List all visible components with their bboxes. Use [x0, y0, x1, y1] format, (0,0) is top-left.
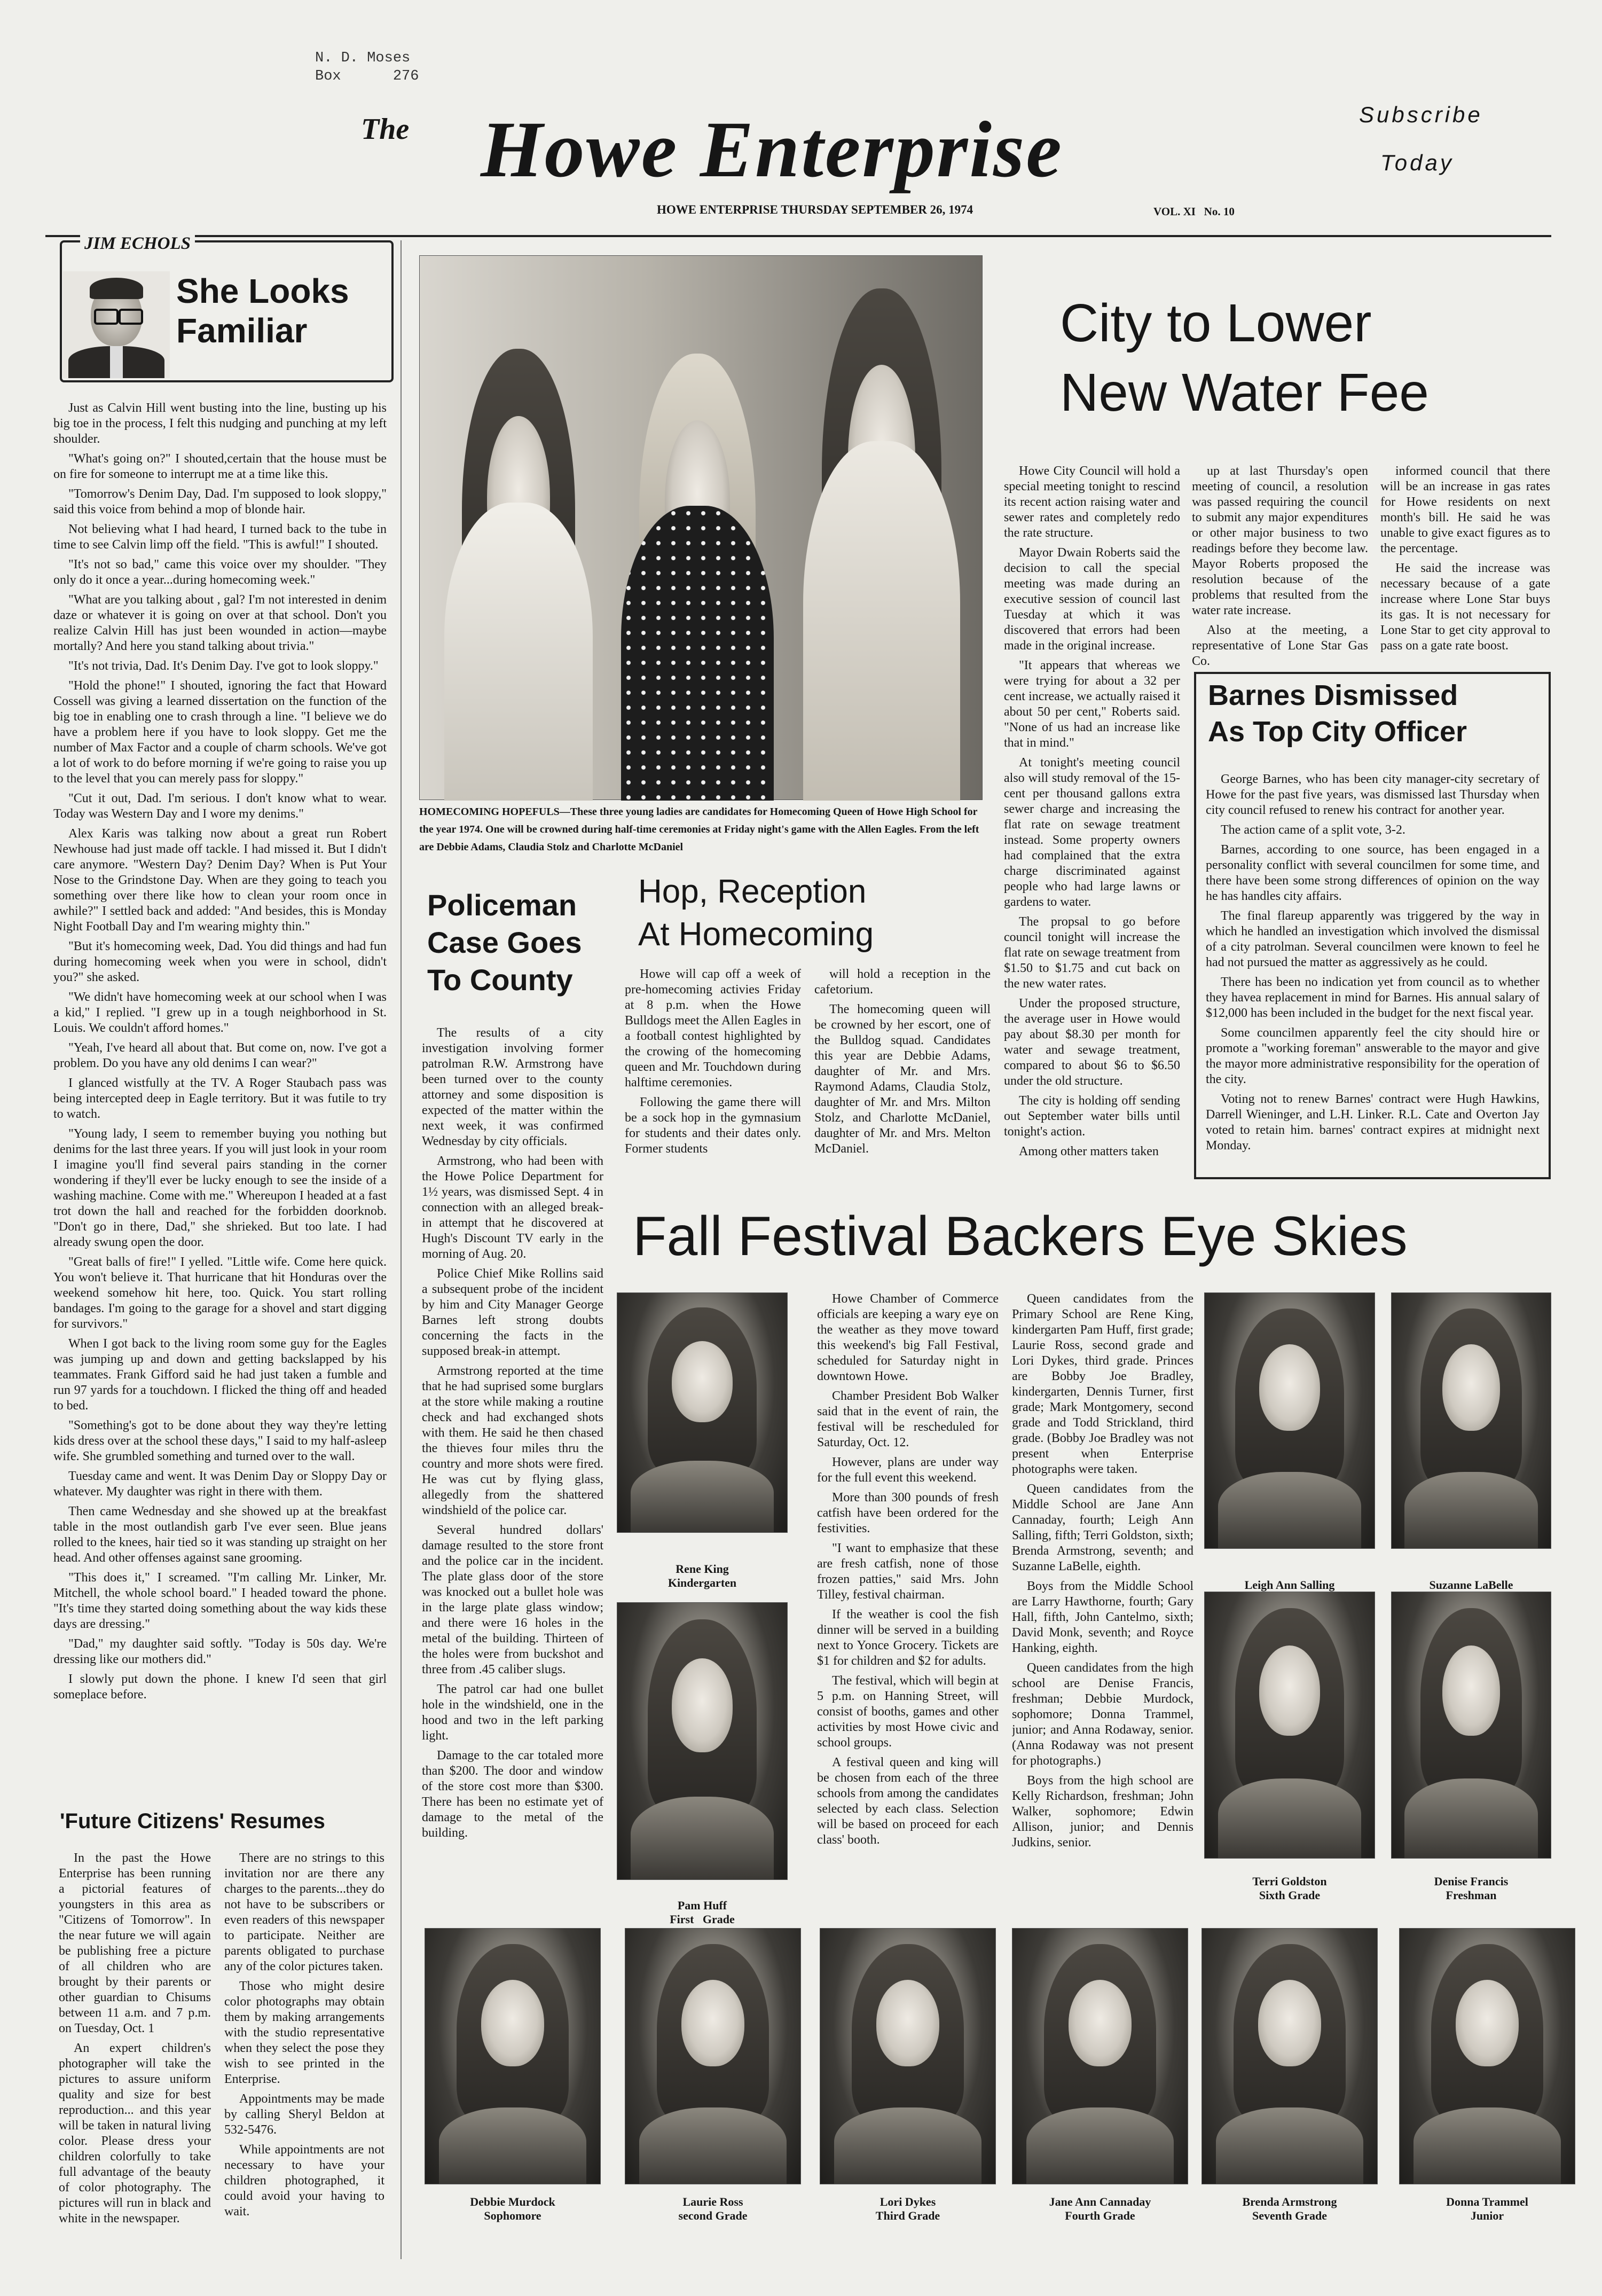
paragraph: "What's going on?" I shouted,certain that the house must be on fire for someone to interrupt me at a time like this. [53, 452, 387, 481]
paragraph: Howe City Council will hold a special meeting tonight to rescind its recent action raising water and sewer rates and completely redo the rate structure. [1004, 464, 1180, 540]
paragraph: Damage to the car totaled more than $200. The door and window of the store cost more than $300. There has been no estimate yet of damage to the metal of the building. [422, 1749, 603, 1840]
masthead-the: The [361, 113, 410, 146]
column-headline-line2: Familiar [176, 311, 308, 350]
future-headline: 'Future Citizens' Resumes [60, 1809, 325, 1833]
portrait-photo-brenda [1202, 1928, 1378, 2184]
paragraph: When I got back to the living room some guy for the Eagles was jumping up and down and getting backslapped by his teammates. Frank Gifford said he had just taken a fumble and run 97 yards for a touchdown. I flicked the thing off and headed to bed. [53, 1337, 387, 1413]
festival-body-1 [817, 1291, 999, 1911]
future-body-right [224, 1851, 384, 2262]
paragraph: Chamber President Bob Walker said that in the event of rain, the festival will be rescheduled for Saturday, Oct. 12. [817, 1389, 999, 1449]
volume-number: VOL. XI No. 10 [1153, 205, 1235, 218]
portrait-grade: Sixth Grade [1259, 1888, 1321, 1902]
barnes-headline [1208, 677, 1544, 750]
policeman-headline-line3: To County [427, 963, 573, 997]
column-headline-line1: She Looks [176, 272, 349, 310]
paragraph: While appointments are not necessary to have your children photographed, it could avoid your having to wait. [224, 2143, 384, 2219]
paragraph: The homecoming queen will be crowned by her escort, one of the Bulldog squad. Candidates this year are Debbie Adams, daughter of Mr. and Mrs. Raymond Adams, Claudia Stolz, daughter of Mr. and Mrs. Milton Stolz, and Charlotte McDaniel, daughter of Mr. and Mrs. Melton McDaniel. [814, 1002, 991, 1156]
barnes-headline-line2: As Top City Officer [1208, 716, 1467, 748]
portrait-caption-rene [606, 1562, 798, 1590]
water-body-3 [1380, 464, 1550, 699]
paragraph: "Young lady, I seem to remember buying you nothing but denims for the last three years. If you will just look in your room I imagine you'll find several pairs standing in the corner wondering if they'll ever be lucky enough to see the inside of a washing machine. Come with me." Whereupon I headed at a fast trot down the hall and reached for the forbidden doorknob. "Don't go in there, Dad," she shrieked. But too late. I had already swung open the door. [53, 1127, 387, 1249]
paragraph: Just as Calvin Hill went busting into the line, busting up his big toe in the process, I felt this nudging and punching at my left shoulder. [53, 401, 387, 446]
portrait-caption-jane [1001, 2195, 1199, 2223]
portrait-caption-brenda [1191, 2195, 1388, 2223]
paragraph: More than 300 pounds of fresh catfish have been ordered for the festivities. [817, 1491, 999, 1535]
portrait-photo-leigh [1204, 1292, 1375, 1549]
paragraph: "Something's got to be done about they way they're letting kids dress over at the school these days," I said to my half-asleep wife. She grumbled something and turned over to the wall. [53, 1419, 387, 1463]
paragraph: Boys from the Middle School are Larry Hawthorne, fourth; Gary Hall, fifth, John Cantelmo, sixth; David Monk, seventh; and Royce Hanking, eighth. [1012, 1579, 1193, 1655]
portrait-photo-denise [1391, 1592, 1551, 1859]
subscribe-line1: Subscribe [1359, 102, 1483, 127]
portrait-photo-pam [617, 1602, 788, 1880]
portrait-photo-laurie [625, 1928, 801, 2184]
portrait-name: Brenda Armstrong [1242, 2195, 1337, 2208]
festival-body-2 [1012, 1291, 1193, 1911]
water-headline [1060, 288, 1541, 427]
paragraph: The city is holding off sending out September water bills until tonight's action. [1004, 1094, 1180, 1139]
portrait-photo-lori [820, 1928, 996, 2184]
hop-body-right [814, 967, 991, 1223]
paragraph: There are no strings to this invitation nor are there any charges to the parents...they do not have to be subscribers or even readers of this newspaper to participate. Neither are parents obligated to purchase any of the color pictures taken. [224, 1851, 384, 1973]
address-box: Box [315, 68, 341, 84]
paragraph: I slowly put down the phone. I knew I'd seen that girl someplace before. [53, 1672, 387, 1702]
paragraph: At tonight's meeting council also will study removal of the 15-cent per thousand gallons extra sewer charge and increasing the flat rate on sewage treatment instead. Some property owners had complained that the extra charge discriminated against people who had large lawns or gardens to water. [1004, 756, 1180, 909]
column-body [53, 401, 387, 1811]
masthead-rule [45, 235, 1551, 237]
paragraph: "Dad," my daughter said softly. "Today is 50s day. We're dressing like our mothers did." [53, 1637, 387, 1666]
portrait-grade: Seventh Grade [1252, 2209, 1327, 2222]
paragraph: Howe Chamber of Commerce officials are keeping a wary eye on the weather as they move toward this weekend's big Fall Festival, scheduled for Saturday night in downtown Howe. [817, 1292, 999, 1383]
paragraph: "This does it," I screamed. "I'm calling Mr. Linker, Mr. Mitchell, the whole school board." I headed toward the phone. "It's time they started doing something about the way kids these days are dressing." [53, 1571, 387, 1631]
portrait-grade: Sophomore [484, 2209, 541, 2222]
address-number: 276 [392, 68, 419, 84]
paragraph: Then came Wednesday and she showed up at the breakfast table in the most outlandish garb I've ever seen. Blue jeans rolled to the knees, hair tied so it was standing up straight on her head. And other offenses against sane grooming. [53, 1504, 387, 1565]
portrait-photo-terri [1204, 1592, 1375, 1859]
paragraph: The results of a city investigation involving former patrolman R.W. Armstrong have been turned over to the county attorney and some disposition is expected of the matter within the next week, it was confirmed Wednesday by city officials. [422, 1026, 603, 1148]
hop-body-left [625, 967, 801, 1223]
hop-headline-line1: Hop, Reception [638, 873, 867, 910]
address-label [315, 49, 419, 85]
portrait-name: Denise Francis [1434, 1875, 1509, 1888]
paragraph: The festival, which will begin at 5 p.m. on Hanning Street, will consist of booths, games and other activities by most Howe civic and school groups. [817, 1674, 999, 1750]
portrait-grade: First Grade [670, 1913, 735, 1926]
portrait-photo-rene [617, 1292, 788, 1533]
paragraph: "It appears that whereas we were trying for about a 32 per cent increase, we actually raised it about 50 per cent," Roberts said. "None of us had an increase like that in mind." [1004, 659, 1180, 750]
portrait-photo-debbie [425, 1928, 601, 2184]
portrait-caption-laurie [614, 2195, 812, 2223]
paragraph: Boys from the high school are Kelly Richardson, freshman; John Walker, sophomore; Edwin Allison, junior; and Dennis Judkins, senior. [1012, 1774, 1193, 1850]
paragraph: Also at the meeting, a representative of Lone Star Gas Co. [1192, 623, 1368, 668]
paragraph: A festival queen and king will be chosen from each of the three schools from among the candidates selected by each class. Selection will be based on proceed for each class' booth. [817, 1756, 999, 1847]
portrait-caption-donna [1388, 2195, 1586, 2223]
paragraph: He said the increase was necessary because of a gate increase where Lone Star buys its gas. It is not necessary for Lone Star to get city approval to pass on a gate rate boost. [1380, 561, 1550, 653]
paragraph: Police Chief Mike Rollins said a subsequent probe of the incident by him and City Manager George Barnes left strong doubts concerning the facts in the supposed break-in attempt. [422, 1267, 603, 1358]
portrait-caption-debbie [414, 2195, 611, 2223]
portrait-name: Laurie Ross [682, 2195, 743, 2208]
paragraph: I glanced wistfully at the TV. A Roger Staubach pass was being intercepted deep in Eagle territory. But it was futile to try to watch. [53, 1076, 387, 1121]
paragraph: "We didn't have homecoming week at our school when I was a kid," I replied. "I grew up in a tough neighborhood in St. Louis. We couldn't afford homes." [53, 990, 387, 1035]
portrait-photo-donna [1399, 1928, 1575, 2184]
paragraph: Appointments may be made by calling Sheryl Beldon at 532-5476. [224, 2092, 384, 2137]
paragraph: An expert children's photographer will take the pictures to assure uniform quality and size for best reproduction... and this year will be taken in natural living color. Please dress your children colorfully to take full advantage of the beauty of color photography. The pictures will run in black and white in the newspaper. [59, 2041, 211, 2226]
paragraph: Tuesday came and went. It was Denim Day or Sloppy Day or whatever. My daughter was right in there with them. [53, 1469, 387, 1499]
dateline: HOWE ENTERPRISE THURSDAY SEPTEMBER 26, 1974 [657, 203, 973, 216]
paragraph: Several hundred dollars' damage resulted to the store front and the police car in the incident. The plate glass door of the store was knocked out a bullet hole was in the large plate glass window; and there were 16 holes in the metal of the building. Thirteen of the holes were from buckshot and three from .45 caliber slugs. [422, 1523, 603, 1676]
paragraph: However, plans are under way for the full event this weekend. [817, 1455, 999, 1485]
homecoming-photo [419, 255, 983, 800]
column-divider [400, 240, 402, 2259]
paragraph: informed council that there will be an increase in gas rates for Howe residents on next month's bill. He said he was unable to give exact figures as to the percentage. [1380, 464, 1550, 555]
portrait-photo-suzanne [1391, 1292, 1551, 1549]
portrait-grade: Kindergarten [668, 1576, 737, 1589]
paragraph: "What are you talking about , gal? I'm not interested in denim daze or whatever it is going on over at that school. Don't you realize Calvin Hill has just been wounded in action—maybe mortally? And here you stand talking about trivia." [53, 593, 387, 653]
subscribe-line2: Today [1380, 150, 1454, 175]
subscribe-note [1359, 91, 1483, 187]
paragraph: Armstrong, who had been with the Howe Police Department for 1½ years, was dismissed Sept. 4 in connection with an alleged break-in attempt that he discovered at Hugh's Discount TV early in the morning of Aug. 20. [422, 1154, 603, 1261]
portrait-caption-terri [1193, 1875, 1386, 1902]
water-headline-line1: City to Lower [1060, 293, 1372, 353]
paragraph: In the past the Howe Enterprise has been running a pictorial features of youngsters in this area as "Citizens of Tomorrow". In the near future we will again be publishing free a picture of all children who are brought by their parents or other guardian to Chisums between 11 a.m. and 7 p.m. on Tuesday, Oct. 1 [59, 1851, 211, 2035]
portrait-grade: Junior [1470, 2209, 1504, 2222]
portrait-grade: Freshman [1446, 1888, 1497, 1902]
paragraph: Howe will cap off a week of pre-homecoming activies Friday at 8 p.m. when the Howe Bulldogs meet the Allen Eagles in a football contest highlighted by the crowing of the homecoming queen and Mr. Touchdown during halftime ceremonies. [625, 967, 801, 1090]
portrait-caption-lori [809, 2195, 1007, 2223]
water-body-1 [1004, 464, 1180, 1235]
portrait-name: Terri Goldston [1252, 1875, 1327, 1888]
portrait-photo-jane [1012, 1928, 1188, 2184]
paragraph: "Cut it out, Dad. I'm serious. I don't know what to wear. Today was Western Day and I wore my denims." [53, 792, 387, 821]
paragraph: "Great balls of fire!" I yelled. "Little wife. Come here quick. You won't believe it. That hurricane that hit Honduras over the weekend somehow hit here, too. Quick. You start rolling bandages. I'm going to the garage for a shovel and start digging for survivors." [53, 1255, 387, 1331]
portrait-caption-pam [606, 1899, 798, 1926]
water-headline-line2: New Water Fee [1060, 363, 1429, 422]
paragraph: Some councilmen apparently feel the city should hire or promote a "working foreman" answerable to the mayor and give the mayor more administrative responsibility for the operation of the city. [1206, 1026, 1540, 1086]
water-body-2 [1192, 464, 1368, 699]
portrait-name: Donna Trammel [1446, 2195, 1528, 2208]
paragraph: Queen candidates from the Primary School are Rene King, kindergarten Pam Huff, first grade; Laurie Ross, second grade and Lori Dykes, third grade. Princes are Bobby Joe Bradley, kindergarten, Dennis Turner, first grade; Mark Montgomery, second grade and Todd Strickland, third grade. (Bobby Joe Bradley was not present when Enterprise photographs were taken. [1012, 1292, 1193, 1476]
hop-headline-line2: At Homecoming [638, 916, 874, 953]
paragraph: George Barnes, who has been city manager-city secretary of Howe for the past five years, was dismissed last Thursday when city council refused to renew his contract for another year. [1206, 772, 1540, 817]
portrait-grade: second Grade [678, 2209, 748, 2222]
address-name: N. D. Moses [315, 50, 411, 66]
column-byline: JIM ECHOLS [80, 234, 195, 254]
paragraph: "It's not so bad," came this voice over my shoulder. "They only do it once a year...during homecoming week." [53, 558, 387, 587]
hop-headline [638, 871, 991, 956]
paragraph: Following the game there will be a sock hop in the gymnasium for students and their dates only. Former students [625, 1095, 801, 1156]
paragraph: "I want to emphasize that these are fresh catfish, none of those frozen patties," said Mrs. John Tilley, festival chairman. [817, 1541, 999, 1602]
paragraph: Barnes, according to one source, has been engaged in a personality conflict with several councilmen for some time, and there have been some strong differences of opinion on the way he has handles city affairs. [1206, 843, 1540, 903]
portrait-grade: Third Grade [875, 2209, 940, 2222]
paragraph: The action came of a split vote, 3-2. [1221, 823, 1405, 837]
barnes-body [1206, 772, 1540, 1172]
paragraph: If the weather is cool the fish dinner will be served in a building next to Yonce Grocery. Tickets are $1 for children and $2 for adults. [817, 1608, 999, 1668]
portrait-name: Lori Dykes [879, 2195, 936, 2208]
future-body-left [59, 1851, 211, 2262]
paragraph: The final flareup apparently was triggered by the way in which he handled an investigation which involved the dismissal of a city patrolman. Several councilmen were known to feel he had not pursued the matter as aggressively as he could. [1206, 909, 1540, 969]
masthead-title: Howe Enterprise [481, 105, 1063, 194]
paragraph: Among other matters taken [1019, 1145, 1159, 1158]
paragraph: There has been no indication yet from council as to whether they havea replacement in mind for Barnes. His annual salary of $12,000 has been included in the budget for the next fiscal year. [1206, 975, 1540, 1020]
paragraph: will hold a reception in the cafetorium. [814, 967, 991, 997]
paragraph: "It's not trivia, Dad. It's Denim Day. I've got to look sloppy." [68, 659, 379, 673]
portrait-caption-denise [1380, 1875, 1562, 1902]
portrait-name: Jane Ann Cannaday [1049, 2195, 1151, 2208]
paragraph: Not believing what I had heard, I turned back to the tube in time to see Calvin limp off the field. "This is awful!" I shouted. [53, 522, 387, 552]
portrait-name: Debbie Murdock [470, 2195, 555, 2208]
columnist-photo [63, 271, 170, 378]
paragraph: Voting not to renew Barnes' contract were Hugh Hawkins, Darrell Wieninger, and L.H. Linker. R.L. Cate and Overton Jay voted to retain him. barnes' contract expires at midnight next Monday. [1206, 1092, 1540, 1153]
policeman-headline [427, 887, 619, 999]
policeman-headline-line1: Policeman [427, 888, 577, 922]
paragraph: Queen candidates from the high school are Denise Francis, freshman; Debbie Murdock, sophomore; Donna Trammel, junior; and Anna Rodaway, senior. (Anna Rodaway was not present for photographs.) [1012, 1661, 1193, 1768]
column-headline [176, 271, 390, 350]
paragraph: Those who might desire color photographs may obtain them by making arrangements with the studio representative when they select the pose they wish to see printed in the Enterprise. [224, 1979, 384, 2086]
portrait-name: Suzanne LaBelle [1429, 1578, 1513, 1592]
paragraph: Under the proposed structure, the average user in Howe would pay about $8.30 per month for water and sewage treatment, compared to about $6 to $6.50 under the old structure. [1004, 997, 1180, 1088]
paragraph: "Hold the phone!" I shouted, ignoring the fact that Howard Cossell was giving a learned dissertation on the function of the big toe in enabling one to crash through a line. "I believe we do have a problem here if you have to look sloppy. Get me the number of Max Factor and a couple of charm schools. We've got a lot of work to do before morning if we're going to raise you up to the level that you can merely pass for sloppy." [53, 679, 387, 786]
portrait-name: Rene King [676, 1562, 729, 1576]
paragraph: The patrol car had one bullet hole in the windshield, one in the hood and two in the left parking light. [422, 1682, 603, 1743]
paragraph: Mayor Dwain Roberts said the decision to call the special meeting was made during an executive session of council last Tuesday at which it was discovered that errors had been made in the original increase. [1004, 546, 1180, 653]
festival-headline: Fall Festival Backers Eye Skies [633, 1205, 1408, 1267]
portrait-name: Pam Huff [677, 1899, 727, 1912]
portrait-name: Leigh Ann Salling [1244, 1578, 1335, 1592]
homecoming-caption: HOMECOMING HOPEFULS—These three young ladies are candidates for Homecoming Queen of Howe High School for the year 1974. One will be crowned during half-time ceremonies at Friday night's game with the Allen Eagles. From the left are Debbie Adams, Claudia Stolz and Charlotte McDaniel [419, 806, 979, 853]
policeman-headline-line2: Case Goes [427, 926, 582, 959]
paragraph: Queen candidates from the Middle School are Jane Ann Cannaday, fourth; Leigh Ann Salling, fifth; Terri Goldston, sixth; Brenda Armstrong, seventh; and Suzanne LaBelle, eighth. [1012, 1482, 1193, 1573]
portrait-grade: Fourth Grade [1065, 2209, 1135, 2222]
barnes-headline-line1: Barnes Dismissed [1208, 679, 1458, 711]
paragraph: "Tomorrow's Denim Day, Dad. I'm supposed to look sloppy," said this voice from behind a mop of blonde hair. [53, 487, 387, 516]
paragraph: Alex Karis was talking now about a great run Robert Newhouse had just made off tackle. I had missed it. But I didn't care anymore. "Western Day? Denim Day? When is Put Your Nose to the Grindstone Day. When are they going to teach you something over there like how to clean your room once in awhile?" I settled back and added: "And besides, this is Monday Night Football Day and I'm wearing mighty thin." [53, 827, 387, 934]
paragraph: "But it's homecoming week, Dad. You did things and had fun during homecoming week when you were in school, didn't you?" she asked. [53, 939, 387, 984]
paragraph: Armstrong reported at the time that he had suprised some burglars at the store while making a routine check and had exchanged shots with them. He said he then chased the thieves four miles thru the country and more shots were fired. He was cut by flying glass, allegedly from the shattered windshield of the police car. [422, 1364, 603, 1517]
paragraph: The propsal to go before council tonight will increase the flat rate on sewage treatment from $1.50 to $1.75 and cut back on the new water rates. [1004, 915, 1180, 991]
paragraph: up at last Thursday's open meeting of council, a resolution was passed requiring the council to submit any major expenditures or other major business to two readings before they become law. Mayor Roberts proposed the resolution because of the problems that resulted from the water rate increase. [1192, 464, 1368, 617]
paragraph: "Yeah, I've heard all about that. But come on, now. I've got a problem. Do you have any old denims I can wear?" [53, 1041, 387, 1070]
